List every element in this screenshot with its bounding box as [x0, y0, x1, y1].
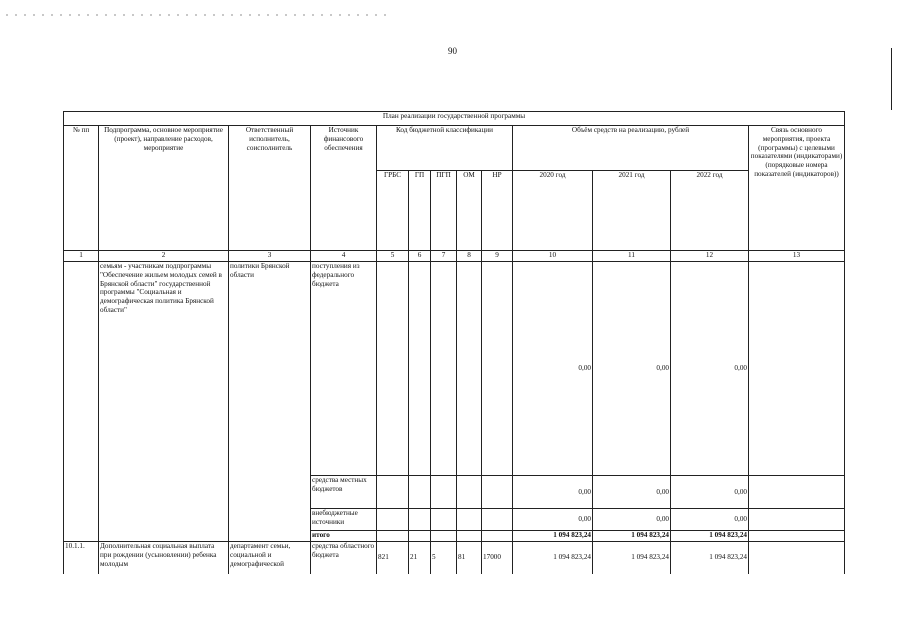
column-number: 1 [64, 251, 99, 262]
column-number: 4 [311, 251, 377, 262]
cell-gp [409, 509, 431, 531]
header-2021: 2021 год [593, 171, 671, 251]
header-grbs: ГРБС [377, 171, 409, 251]
cell-subprogram: семьям - участникам подпрограммы "Обеспечение жильем молодых семей в Брянской области" государственной программы "Социальная и демографическая политика Брянской области" [99, 262, 229, 542]
cell-2022: 0,00 [671, 509, 749, 531]
header-source: Источник финансового обеспечения [311, 126, 377, 251]
cell-link [749, 509, 845, 531]
cell-2020: 1 094 823,24 [513, 542, 593, 574]
header-2020: 2020 год [513, 171, 593, 251]
cell-grbs: 821 [377, 542, 409, 574]
program-plan-table [63, 111, 845, 574]
header-executor: Ответственный исполнитель, соисполнитель [229, 126, 311, 251]
column-number: 13 [749, 251, 845, 262]
cell-om [457, 531, 482, 542]
column-number: 9 [482, 251, 513, 262]
header-budget-code: Код бюджетной классификации [377, 126, 513, 171]
column-number: 7 [431, 251, 457, 262]
cell-pgp: 5 [431, 542, 457, 574]
cell-nr: 17000 [482, 542, 513, 574]
cell-source: итого [311, 531, 377, 542]
cell-2021-total: 1 094 823,24 [593, 531, 671, 542]
cell-nr [482, 531, 513, 542]
cell-2022: 1 094 823,24 [671, 542, 749, 574]
column-number: 8 [457, 251, 482, 262]
header-pgp: ПГП [431, 171, 457, 251]
cell-link [749, 531, 845, 542]
cell-2022: 0,00 [671, 476, 749, 509]
cell-link [749, 542, 845, 574]
cell-link [749, 476, 845, 509]
column-number: 10 [513, 251, 593, 262]
column-number: 11 [593, 251, 671, 262]
column-number-row [64, 251, 845, 262]
column-number: 12 [671, 251, 749, 262]
cell-executor: департамент семьи, социальной и демографической [229, 542, 311, 574]
cell-source: внебюджетные источники [311, 509, 377, 531]
table-title: План реализации государственной программы [64, 112, 845, 126]
cell-2021: 1 094 823,24 [593, 542, 671, 574]
cell-num [64, 262, 99, 542]
cell-2021: 0,00 [593, 509, 671, 531]
cell-gp [409, 262, 431, 476]
header-link: Связь основного мероприятия, проекта (программы) с целевыми показателями (индикаторами) (порядковые номера показателей (индикаторов)) [749, 126, 845, 251]
cell-2020: 0,00 [513, 509, 593, 531]
cell-gp [409, 531, 431, 542]
table-row [64, 262, 845, 476]
scan-artifact [6, 14, 386, 16]
cell-source: поступления из федерального бюджета [311, 262, 377, 476]
header-2022: 2022 год [671, 171, 749, 251]
cell-2020: 0,00 [513, 262, 593, 476]
scan-edge-line [891, 48, 892, 110]
cell-grbs [377, 509, 409, 531]
column-number: 6 [409, 251, 431, 262]
column-number: 2 [99, 251, 229, 262]
table-row [64, 542, 845, 574]
cell-om: 81 [457, 542, 482, 574]
cell-subprogram: Дополнительная социальная выплата при рождении (усыновлении) ребенка молодым [99, 542, 229, 574]
cell-2022: 0,00 [671, 262, 749, 476]
header-num: № пп [64, 126, 99, 251]
title-row [64, 112, 845, 126]
cell-grbs [377, 531, 409, 542]
header-gp: ГП [409, 171, 431, 251]
cell-num: 10.1.1. [64, 542, 99, 574]
cell-gp [409, 476, 431, 509]
cell-om [457, 262, 482, 476]
header-nr: НР [482, 171, 513, 251]
cell-om [457, 476, 482, 509]
cell-executor: политики Брянской области [229, 262, 311, 542]
header-volume: Объём средств на реализацию, рублей [513, 126, 749, 171]
cell-2021: 0,00 [593, 476, 671, 509]
cell-nr [482, 262, 513, 476]
column-number: 3 [229, 251, 311, 262]
cell-nr [482, 509, 513, 531]
cell-source: средства местных бюджетов [311, 476, 377, 509]
cell-om [457, 509, 482, 531]
cell-gp: 21 [409, 542, 431, 574]
cell-grbs [377, 262, 409, 476]
cell-pgp [431, 476, 457, 509]
header-subprogram: Подпрограмма, основное мероприятие (проект), направление расходов, мероприятие [99, 126, 229, 251]
cell-link [749, 262, 845, 476]
cell-nr [482, 476, 513, 509]
cell-2021: 0,00 [593, 262, 671, 476]
cell-pgp [431, 262, 457, 476]
cell-grbs [377, 476, 409, 509]
cell-2020: 0,00 [513, 476, 593, 509]
page-number: 90 [448, 46, 457, 56]
cell-2020-total: 1 094 823,24 [513, 531, 593, 542]
header-row-1 [64, 126, 845, 171]
cell-pgp [431, 509, 457, 531]
column-number: 5 [377, 251, 409, 262]
cell-pgp [431, 531, 457, 542]
cell-source: средства областного бюджета [311, 542, 377, 574]
cell-2022-total: 1 094 823,24 [671, 531, 749, 542]
header-om: ОМ [457, 171, 482, 251]
